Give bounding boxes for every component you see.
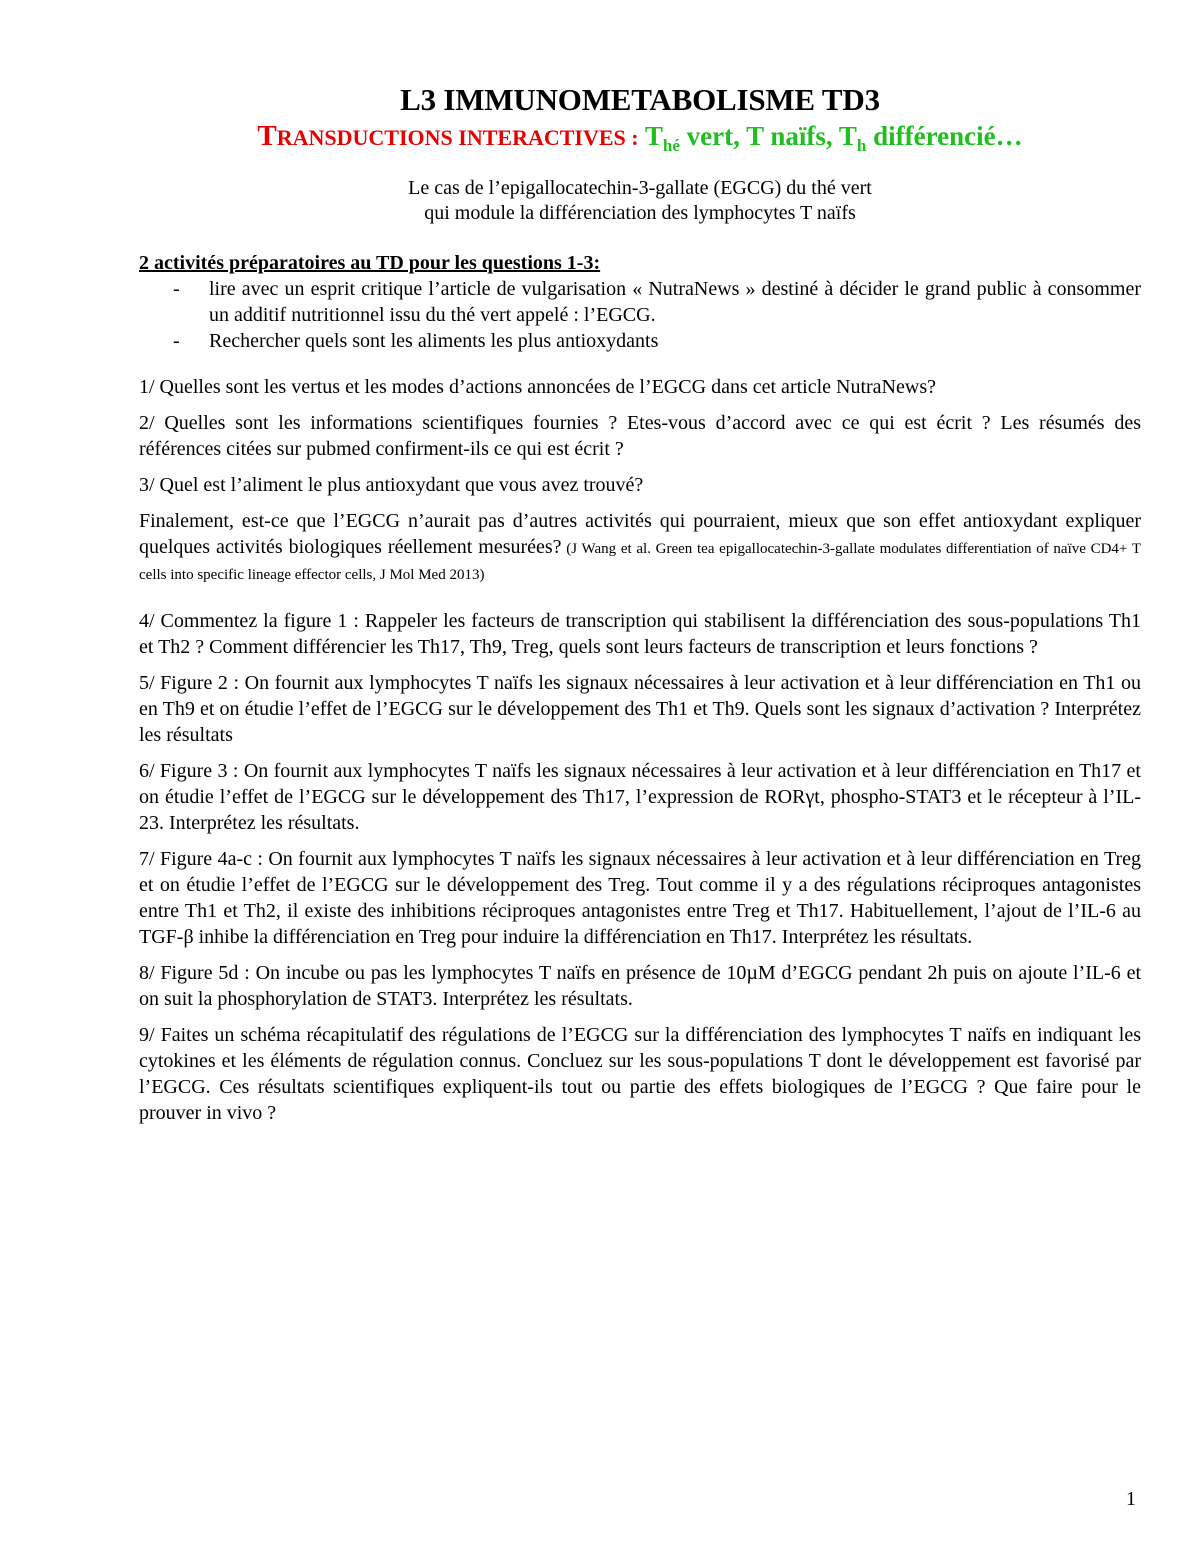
subtitle-red-part: TRANSDUCTIONS INTERACTIVES : <box>257 120 639 152</box>
subtitle-green-part: $T_{hé}$ vert, T naïfs, $T_h$ différencié… <box>644 121 1023 155</box>
question-8: 8/ Figure 5d : On incube ou pas les lymphocytes T naïfs en présence de 10µM d’EGCG pendant 2h puis on ajoute l’IL-6 et on suit la phosphorylation de STAT3. Interprétez les résultats. <box>139 962 1141 1010</box>
question-7: 7/ Figure 4a-c : On fournit aux lymphocytes T naïfs les signaux nécessaires à leur activation et à leur différenciation en Treg et on étudie l’effet de l’EGCG sur le développement des Treg. Tout comme il y a des régulations réciproques antagonistes entre Th1 et Th2, il existe des inhibitions réciproques antagonistes entre Treg et Th17. Habituellement, l’ajout de l’IL-6 au TGF-β inhibe la différenciation en Treg pour induire la différenciation en Th17. Interprétez les résultats. <box>139 848 1141 948</box>
list-item: - Rechercher quels sont les aliments les plus antioxydants <box>173 330 659 352</box>
document-title: L3 IMMUNOMETABOLISME TD3 <box>400 82 880 117</box>
list-item: - lire avec un esprit critique l’article de vulgarisation « NutraNews » destiné à décider le grand public à consommer un additif nutritionnel issu du thé vert appelé : l’EGCG. <box>173 278 1141 326</box>
prep-activities-heading: 2 activités préparatoires au TD pour les questions 1-3: <box>139 252 601 274</box>
question-2: 2/ Quelles sont les informations scientifiques fournies ? Etes-vous d’accord avec ce qui est écrit ? Les résumés des références citées sur pubmed confirment-ils ce qui est écrit ? <box>139 412 1141 460</box>
question-9: 9/ Faites un schéma récapitulatif des régulations de l’EGCG sur la différenciation des lymphocytes T naïfs en indiquant les cytokines et les éléments de régulation connus. Concluez sur les sous-populations T dont le développement est favorisé par l’EGCG. Ces résultats scientifiques expliquent-ils tout ou partie des effets biologiques de l’EGCG ? Que faire pour le prouver in vivo ? <box>139 1024 1141 1124</box>
question-6: 6/ Figure 3 : On fournit aux lymphocytes T naïfs les signaux nécessaires à leur activation et à leur différenciation en Th17 et on étudie l’effet de l’EGCG sur le développement des Th17, l’expression de RORγt, phospho-STAT3 et le récepteur à l’IL-23. Interprétez les résultats. <box>139 760 1141 834</box>
question-3: 3/ Quel est l’aliment le plus antioxydant que vous avez trouvé? <box>139 474 644 496</box>
reference-citation: (J Wang et al. Green tea epigallocatechin-3-gallate modulates differentiation of naïve CD4+ T cells into specific lineage effector cells, J Mol Med 2013) <box>139 541 1141 583</box>
final-question: Finalement, est-ce que l’EGCG n’aurait pas d’autres activités qui pourraient, mieux que son effet antioxydant expliquer quelques activités biologiques réellement mesurées? (J Wang et al. Green tea epigallocatechin-3-gallate modulates differentiation of naïve CD4+ T cells into specific lineage effector cells, J Mol Med 2013) <box>139 510 1141 583</box>
intro-text <box>139 176 1141 226</box>
question-1: 1/ Quelles sont les vertus et les modes d’actions annoncées de l’EGCG dans cet article NutraNews? <box>139 376 936 398</box>
prep-activities-list <box>139 276 1141 354</box>
page-number: 1 <box>1126 1488 1136 1510</box>
question-5: 5/ Figure 2 : On fournit aux lymphocytes T naïfs les signaux nécessaires à leur activation et à leur différenciation en Th1 ou en Th9 et on étudie l’effet de l’EGCG sur le développement des Th1 et Th9. Quels sont les signaux d’activation ? Interprétez les résultats <box>139 672 1141 746</box>
intro-line-1: Le cas de l’epigallocatechin-3-gallate (EGCG) du thé vert <box>408 177 872 199</box>
document-subtitle <box>139 118 1141 156</box>
intro-line-2: qui module la différenciation des lymphocytes T naïfs <box>424 202 856 224</box>
question-4: 4/ Commentez la figure 1 : Rappeler les facteurs de transcription qui stabilisent la différenciation des sous-populations Th1 et Th2 ? Comment différencier les Th17, Th9, Treg, quels sont leurs facteurs de transcription et leurs fonctions ? <box>139 610 1141 658</box>
document-body <box>139 82 1141 1126</box>
